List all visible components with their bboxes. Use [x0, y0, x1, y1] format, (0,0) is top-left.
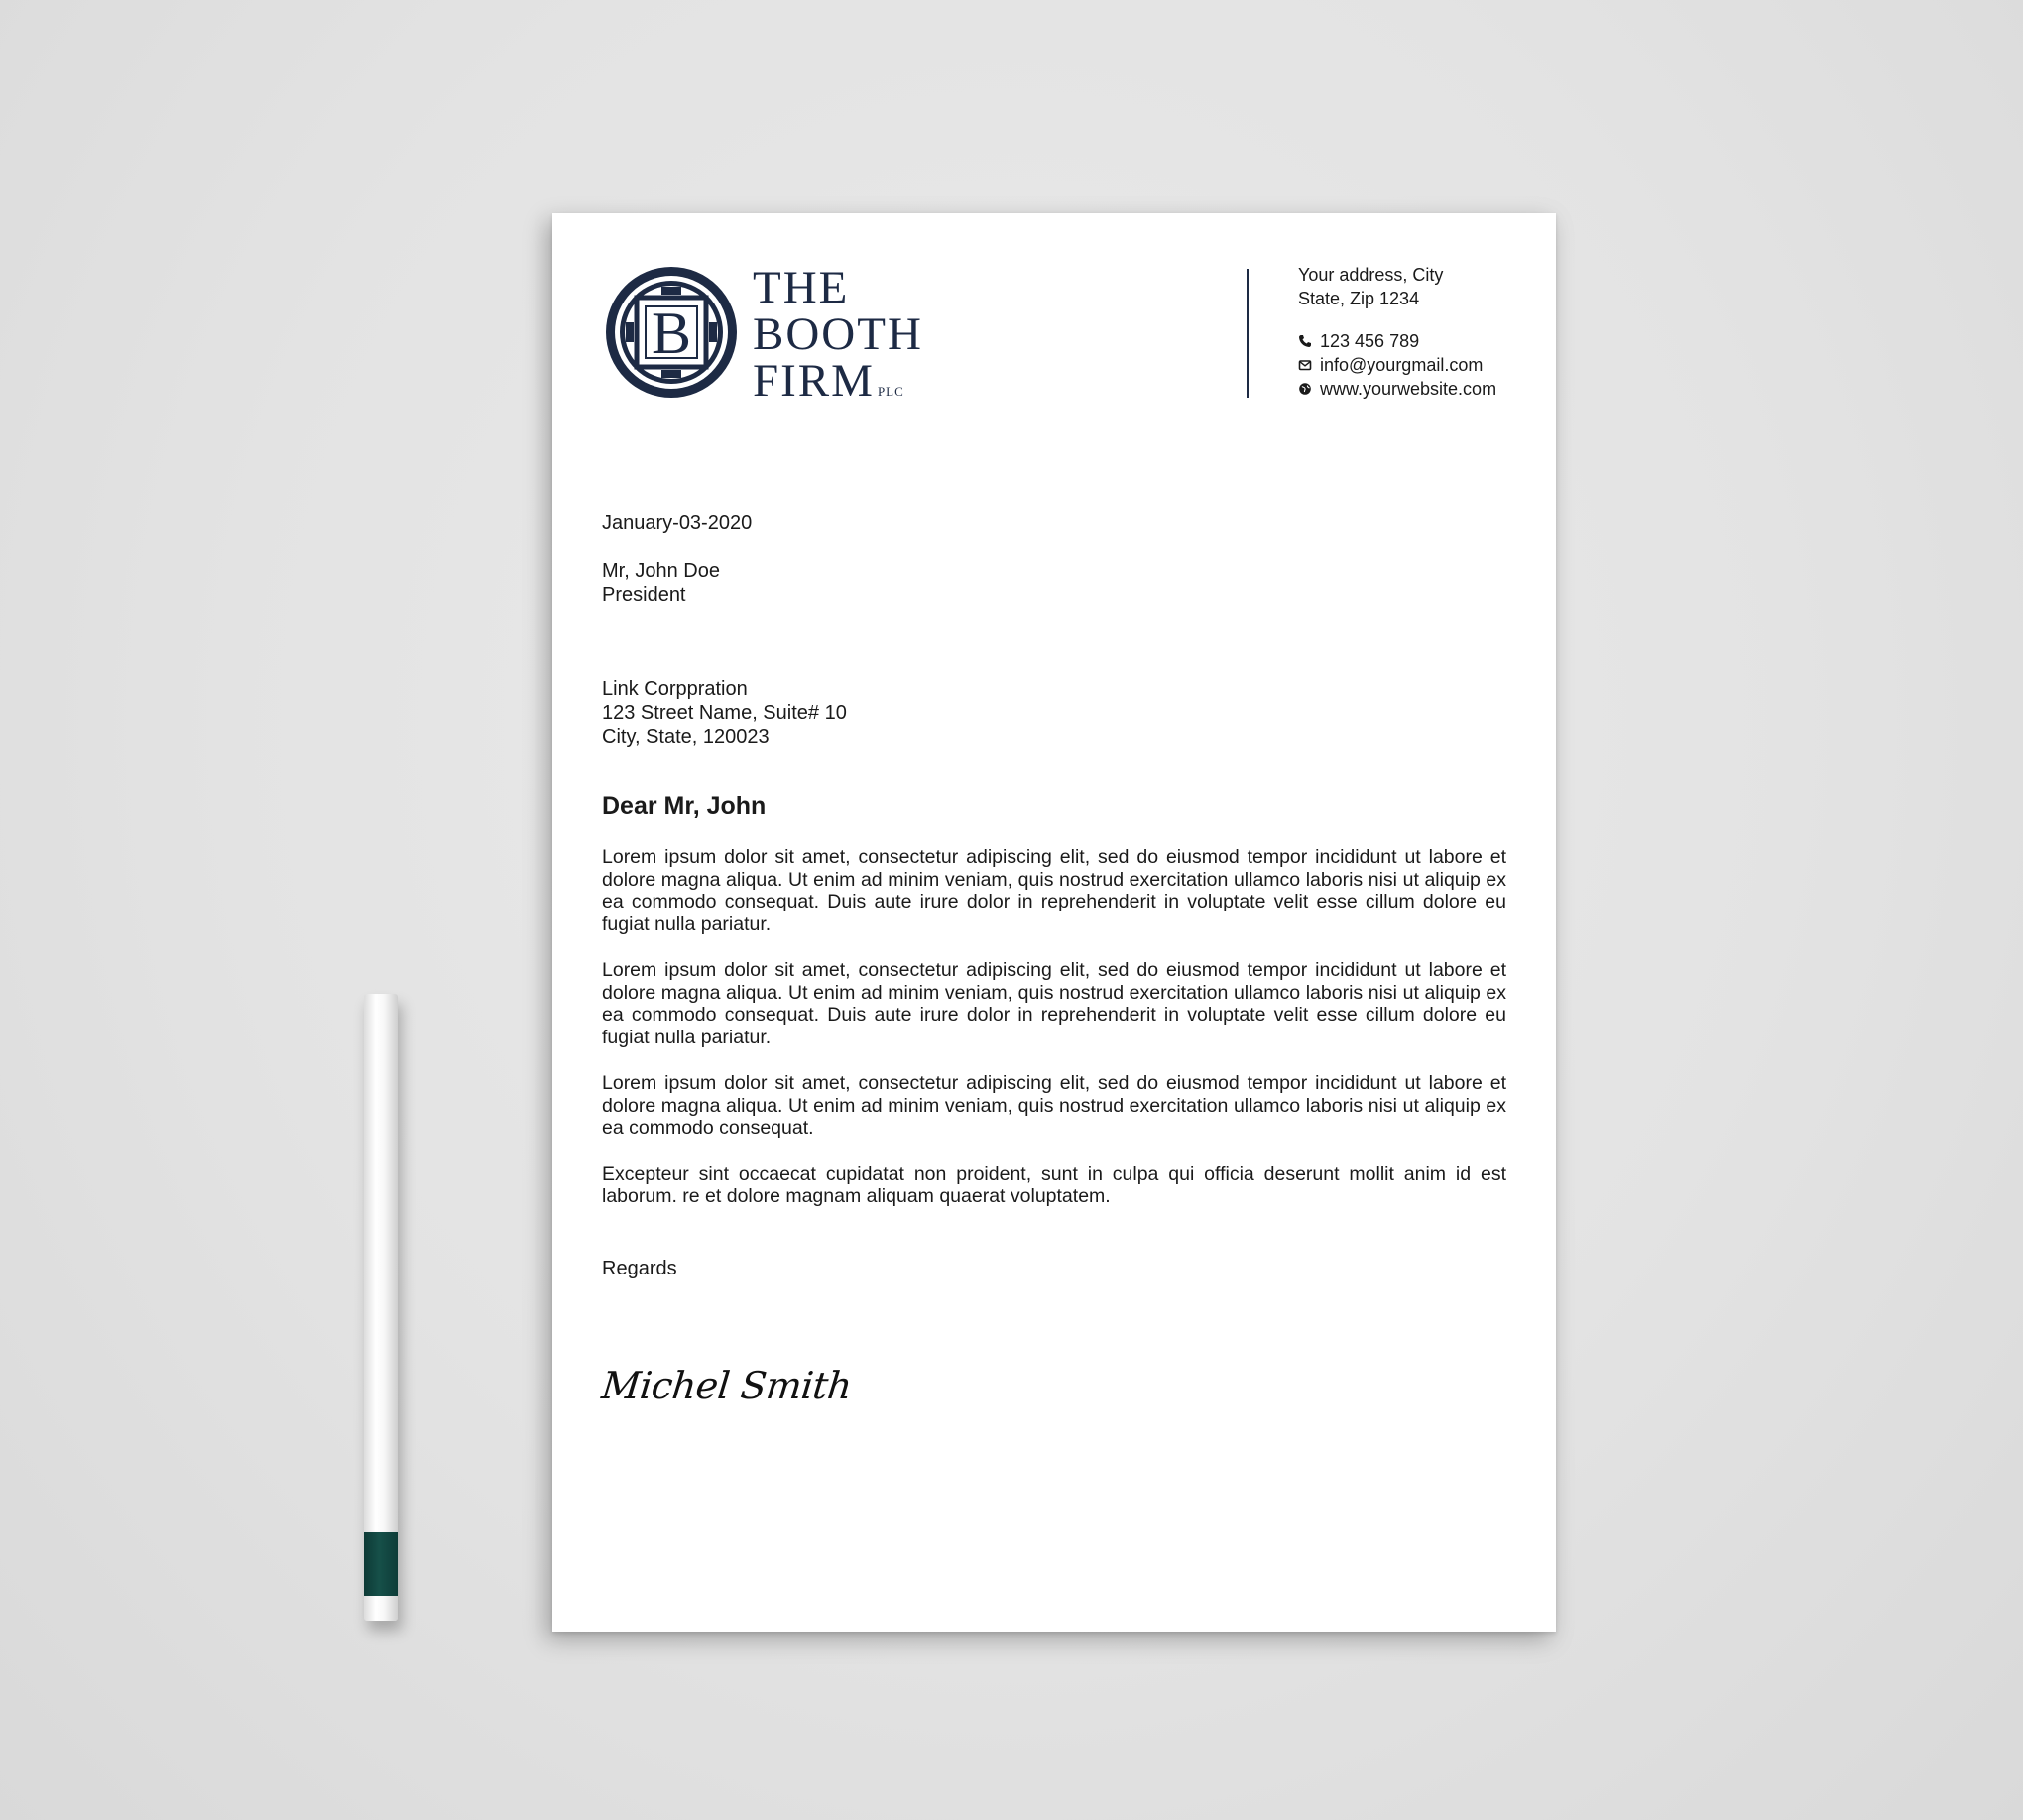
company-city: City, State, 120023: [602, 726, 770, 748]
firm-name-line-3-text: FIRM: [753, 355, 875, 407]
greeting: Dear Mr, John: [602, 792, 767, 820]
pen-band: [364, 1532, 398, 1596]
recipient-company: [602, 677, 847, 749]
firm-name-line-2: BOOTH: [753, 308, 923, 360]
firm-logo-emblem: [602, 263, 741, 402]
firm-name-line-3: [753, 355, 923, 415]
signature: Michel Smith: [599, 1364, 854, 1407]
phone-icon: [1298, 334, 1312, 348]
firm-name: [753, 262, 923, 415]
phone-number: 123 456 789: [1320, 331, 1420, 351]
globe-icon: [1298, 382, 1312, 396]
paragraph-3: Lorem ipsum dolor sit amet, consectetur adipiscing elit, sed do eiusmod tempor incididunt ut labore et dolore magna aliqua. Ut enim ad minim veniam, quis nostrud exercitation ullamco laboris nisi ut aliquip ex ea commodo consequat.: [602, 1072, 1506, 1139]
letter-paragraphs: [602, 846, 1506, 1232]
recipient: [602, 559, 720, 607]
letter-date: January-03-2020: [602, 512, 753, 534]
recipient-title: President: [602, 584, 686, 606]
contact-block: [1298, 263, 1496, 401]
email-address[interactable]: info@yourgmail.com: [1320, 355, 1484, 375]
contact-phone: [1298, 329, 1496, 353]
company-street: 123 Street Name, Suite# 10: [602, 702, 847, 724]
company-name: Link Corppration: [602, 678, 748, 700]
address: [1298, 263, 1496, 310]
recipient-name: Mr, John Doe: [602, 560, 720, 582]
address-line-1: Your address, City: [1298, 265, 1444, 285]
firm-name-line-1: THE: [753, 262, 850, 313]
logo-emblem-graphic: [602, 263, 741, 402]
closing: Regards: [602, 1258, 677, 1279]
paragraph-2: Lorem ipsum dolor sit amet, consectetur adipiscing elit, sed do eiusmod tempor incididunt ut labore et dolore magna aliqua. Ut enim ad minim veniam, quis nostrud exercitation ullamco laboris nisi ut aliquip ex ea commodo consequat. Duis aute irure dolor in reprehenderit in voluptate velit esse cillum dolore eu fugiat nulla pariatur.: [602, 959, 1506, 1048]
contact-email: [1298, 353, 1496, 377]
paragraph-4: Excepteur sint occaecat cupidatat non proident, sunt in culpa qui officia deserunt mollit anim id est laborum. re et dolore magnam aliquam quaerat voluptatem.: [602, 1162, 1506, 1207]
contact-website: [1298, 377, 1496, 401]
pen: [364, 994, 398, 1621]
letterhead-paper: [552, 213, 1556, 1632]
logo-letter: B: [651, 301, 692, 366]
header-divider: [1247, 269, 1249, 398]
paragraph-1: Lorem ipsum dolor sit amet, consectetur adipiscing elit, sed do eiusmod tempor incididunt ut labore et dolore magna aliqua. Ut enim ad minim veniam, quis nostrud exercitation ullamco laboris nisi ut aliquip ex ea commodo consequat. Duis aute irure dolor in reprehenderit in voluptate velit esse cillum dolore eu fugiat nulla pariatur.: [602, 846, 1506, 935]
firm-suffix: PLC: [877, 384, 904, 399]
address-line-2: State, Zip 1234: [1298, 289, 1420, 308]
mail-icon: [1298, 358, 1312, 372]
website-url[interactable]: www.yourwebsite.com: [1320, 379, 1497, 399]
